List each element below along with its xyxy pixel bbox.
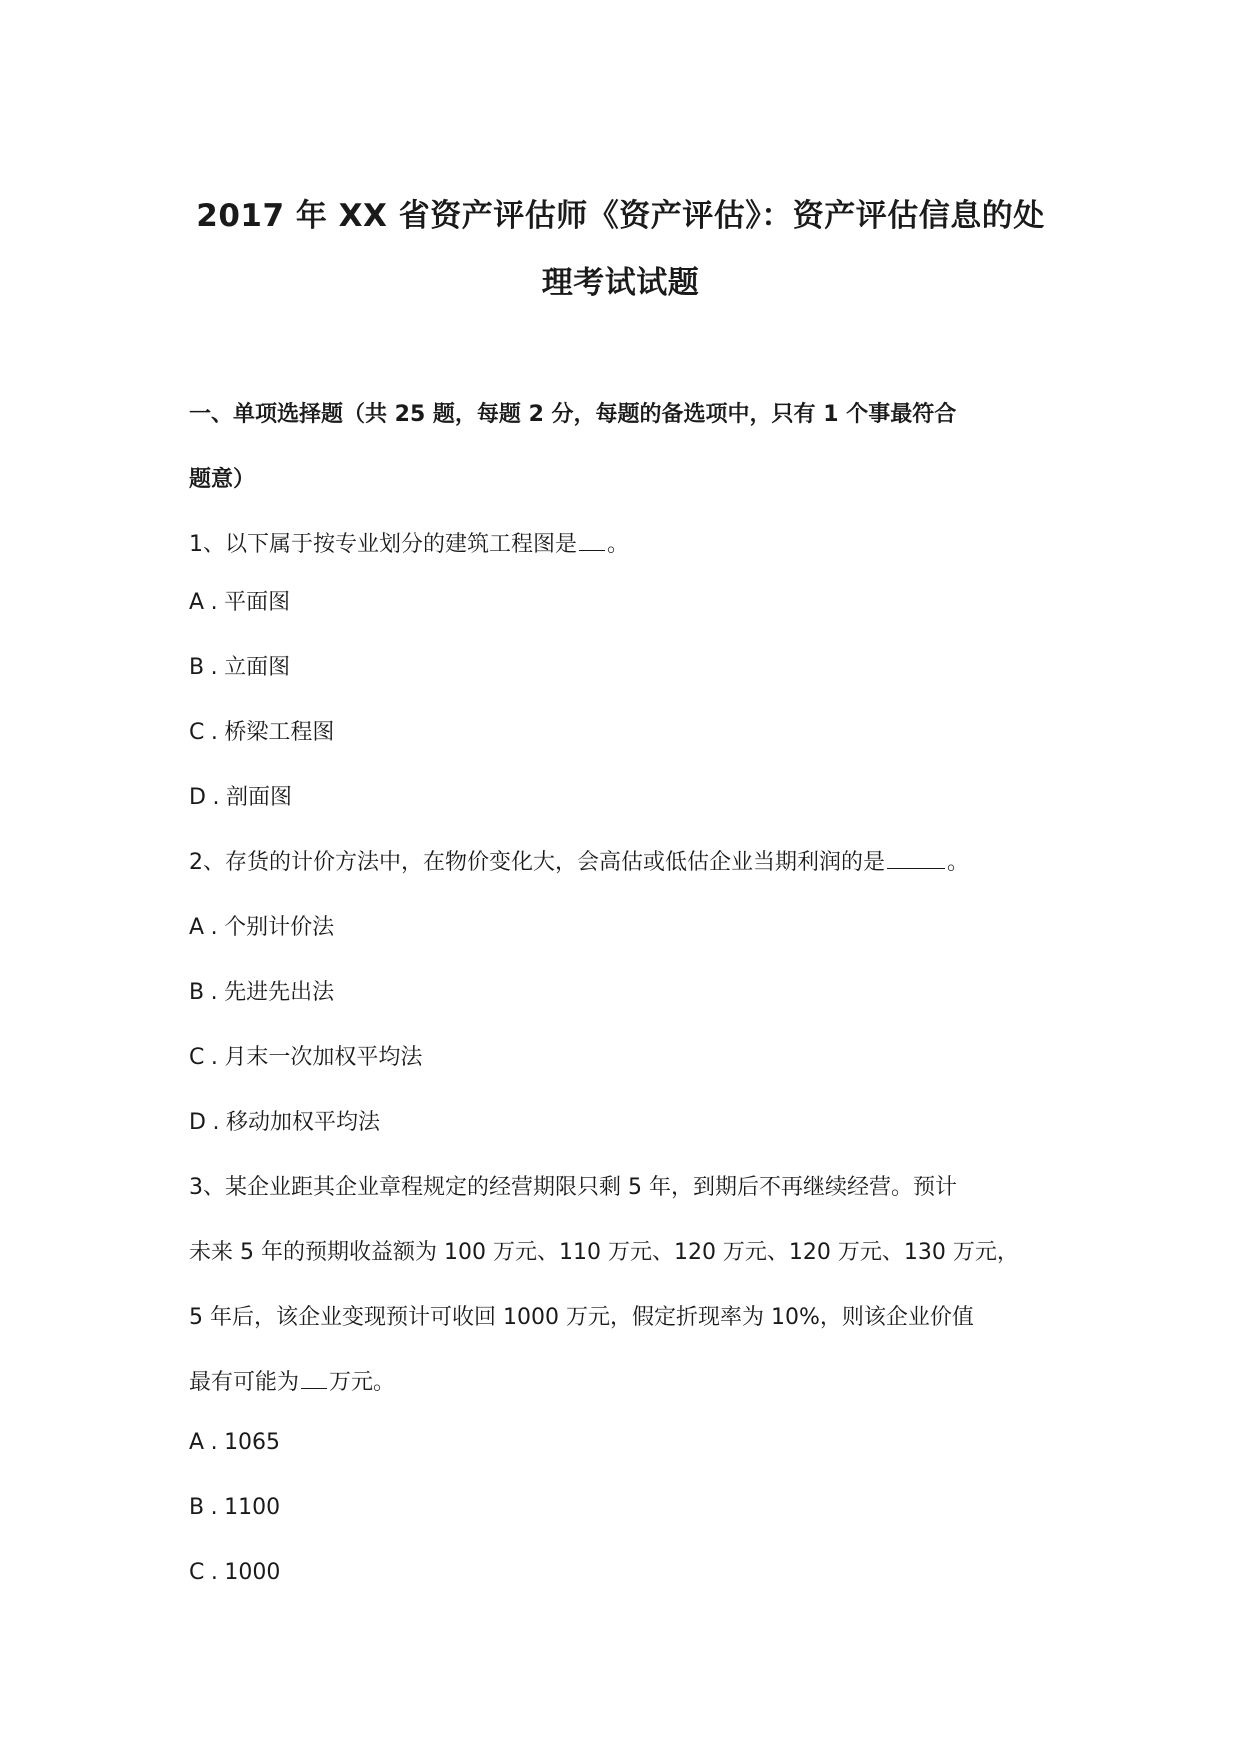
answer-blank xyxy=(887,848,945,869)
option-text: 个别计价法 xyxy=(224,915,335,940)
option-letter: C xyxy=(189,720,205,745)
option-letter: B xyxy=(189,980,205,1005)
section-heading-line-2: 题意） xyxy=(189,467,256,492)
option-separator: . xyxy=(210,655,218,680)
question-2-option-d xyxy=(189,1105,380,1136)
question-1-end: 。 xyxy=(607,532,630,557)
option-text: 平面图 xyxy=(224,590,291,615)
option-letter: A xyxy=(189,1430,205,1455)
option-text: 先进先出法 xyxy=(224,980,335,1005)
question-3-stem-line-2: 未来 5 年的预期收益额为 100 万元、110 万元、120 万元、120 万元、130 万元， xyxy=(189,1240,1019,1265)
option-text: 剖面图 xyxy=(225,785,292,810)
option-letter: A xyxy=(189,590,205,615)
option-text: 立面图 xyxy=(224,655,291,680)
option-separator: . xyxy=(210,1430,218,1455)
option-letter: D xyxy=(189,1110,206,1135)
document-title-line-2: 理考试试题 xyxy=(541,265,700,301)
question-3-stem-line-3: 5 年后，该企业变现预计可收回 1000 万元，假定折现率为 10%，则该企业价值 xyxy=(189,1305,974,1330)
question-3-stem-line-1: 3、某企业距其企业章程规定的经营期限只剩 5 年，到期后不再继续经营。预计 xyxy=(189,1175,957,1200)
option-separator: . xyxy=(210,1560,218,1585)
option-separator: . xyxy=(210,1495,218,1520)
question-3-stem-line-4 xyxy=(189,1365,395,1396)
option-letter: C xyxy=(189,1560,205,1585)
question-2-option-c xyxy=(189,1040,422,1071)
question-1-option-c xyxy=(189,715,334,746)
question-2-end: 。 xyxy=(947,850,970,875)
question-2-option-a xyxy=(189,910,334,941)
section-heading-line-1: 一、单项选择题（共 25 题，每题 2 分，每题的备选项中，只有 1 个事最符合 xyxy=(189,402,957,427)
option-letter: A xyxy=(189,915,205,940)
option-text: 桥梁工程图 xyxy=(224,720,335,745)
option-letter: D xyxy=(189,785,206,810)
question-3-text: 最有可能为 xyxy=(189,1370,300,1395)
question-1-option-b xyxy=(189,650,290,681)
option-text: 1100 xyxy=(224,1495,281,1520)
question-2-text: 2、存货的计价方法中，在物价变化大，会高估或低估企业当期利润的是 xyxy=(189,850,885,875)
option-separator: . xyxy=(210,980,218,1005)
question-3-end: 万元。 xyxy=(329,1370,396,1395)
option-separator: . xyxy=(210,915,218,940)
option-letter: B xyxy=(189,1495,205,1520)
answer-blank xyxy=(579,530,605,551)
option-separator: . xyxy=(210,590,218,615)
option-text: 月末一次加权平均法 xyxy=(224,1045,423,1070)
option-letter: B xyxy=(189,655,205,680)
option-text: 1000 xyxy=(224,1560,281,1585)
question-3-option-c xyxy=(189,1560,280,1585)
option-letter: C xyxy=(189,1045,205,1070)
question-1-option-d xyxy=(189,780,292,811)
option-separator: . xyxy=(210,1045,218,1070)
question-1-stem xyxy=(189,527,629,558)
option-text: 移动加权平均法 xyxy=(225,1110,380,1135)
document-title-line-1: 2017 年 XX 省资产评估师《资产评估》：资产评估信息的处 xyxy=(196,198,1045,234)
option-separator: . xyxy=(210,720,218,745)
question-3-option-b xyxy=(189,1495,280,1520)
question-2-option-b xyxy=(189,975,334,1006)
question-1-option-a xyxy=(189,585,290,616)
answer-blank xyxy=(301,1368,327,1389)
option-text: 1065 xyxy=(224,1430,281,1455)
option-separator: . xyxy=(212,785,220,810)
question-3-option-a xyxy=(189,1430,280,1455)
question-2-stem xyxy=(189,845,969,876)
question-1-text: 1、以下属于按专业划分的建筑工程图是 xyxy=(189,532,577,557)
option-separator: . xyxy=(212,1110,220,1135)
